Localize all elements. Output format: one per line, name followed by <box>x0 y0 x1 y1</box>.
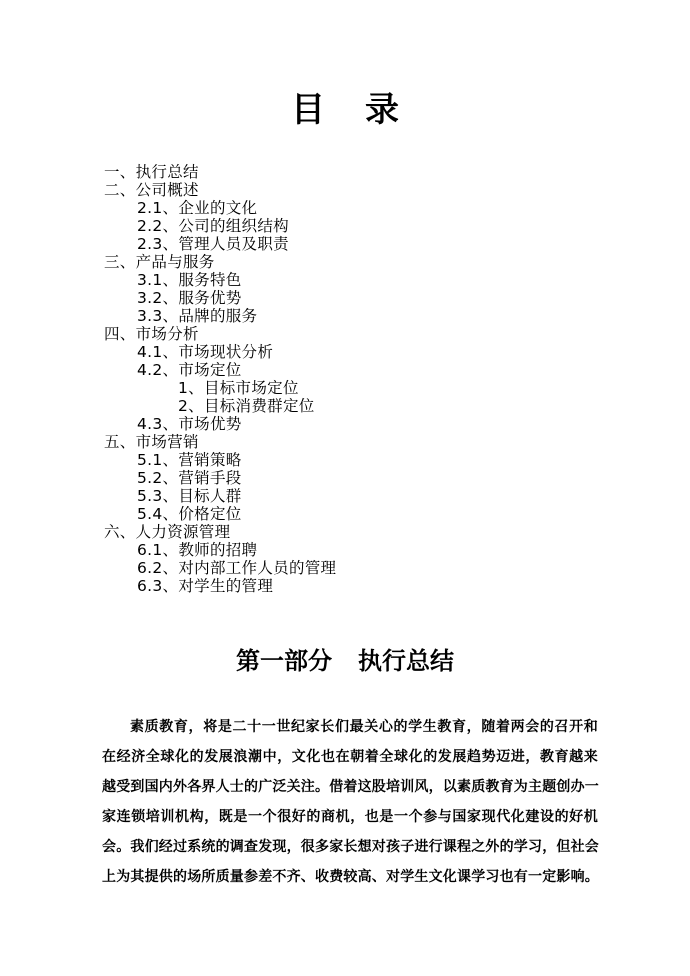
toc-item[interactable]: 4.2、市场定位 <box>137 361 242 379</box>
toc-item[interactable]: 6.3、对学生的管理 <box>137 577 274 595</box>
toc-item[interactable]: 5.3、目标人群 <box>137 487 242 505</box>
toc-item[interactable]: 2.2、公司的组织结构 <box>137 217 289 235</box>
toc-item[interactable]: 六、人力资源管理 <box>104 523 231 541</box>
toc-item[interactable]: 2.1、企业的文化 <box>137 199 258 217</box>
page-title-right: 录 <box>365 90 399 130</box>
toc-item[interactable]: 二、公司概述 <box>104 181 199 199</box>
page-title-left: 目 <box>291 90 325 130</box>
toc-item[interactable]: 四、市场分析 <box>104 325 199 343</box>
toc-item[interactable]: 5.4、价格定位 <box>137 505 242 523</box>
toc-item[interactable]: 6.2、对内部工作人员的管理 <box>137 559 337 577</box>
toc-item[interactable]: 5.2、营销手段 <box>137 469 242 487</box>
section-heading-part: 第一部分 <box>236 647 332 675</box>
paragraph-line: 越受到国内外各界人士的广泛关注。借着这股培训风，以素质教育为主题创办一 <box>102 779 599 795</box>
table-of-contents <box>0 163 690 595</box>
toc-item[interactable]: 6.1、教师的招聘 <box>137 541 258 559</box>
paragraph-line: 上为其提供的场所质量参差不齐、收费较高、对学生文化课学习也有一定影响。 <box>102 869 599 885</box>
toc-item[interactable]: 5.1、营销策略 <box>137 451 242 469</box>
toc-item[interactable]: 2、目标消费群定位 <box>178 397 315 415</box>
toc-item[interactable]: 一、执行总结 <box>104 163 199 181</box>
paragraph-line: 在经济全球化的发展浪潮中，文化也在朝着全球化的发展趋势迈进，教育越来 <box>102 749 598 765</box>
toc-item[interactable]: 三、产品与服务 <box>104 253 215 271</box>
paragraph-line: 会。我们经过系统的调查发现，很多家长想对孩子进行课程之外的学习，但社会 <box>102 839 599 855</box>
toc-item[interactable]: 3.3、品牌的服务 <box>137 307 258 325</box>
toc-item[interactable]: 3.1、服务特色 <box>137 271 242 289</box>
toc-item[interactable]: 4.1、市场现状分析 <box>137 343 274 361</box>
paragraph-line: 素质教育，将是二十一世纪家长们最关心的学生教育，随着两会的召开和 <box>130 719 598 735</box>
body-paragraph <box>102 712 598 892</box>
toc-item[interactable]: 3.2、服务优势 <box>137 289 242 307</box>
paragraph-line: 家连锁培训机构，既是一个很好的商机，也是一个参与国家现代化建设的好机 <box>102 809 598 825</box>
toc-item[interactable]: 2.3、管理人员及职责 <box>137 235 289 253</box>
toc-item[interactable]: 1、目标市场定位 <box>178 379 299 397</box>
page-title <box>0 88 690 132</box>
toc-item[interactable]: 五、市场营销 <box>104 433 199 451</box>
section-heading-title: 执行总结 <box>358 647 454 675</box>
section-heading <box>0 644 690 678</box>
toc-item[interactable]: 4.3、市场优势 <box>137 415 242 433</box>
